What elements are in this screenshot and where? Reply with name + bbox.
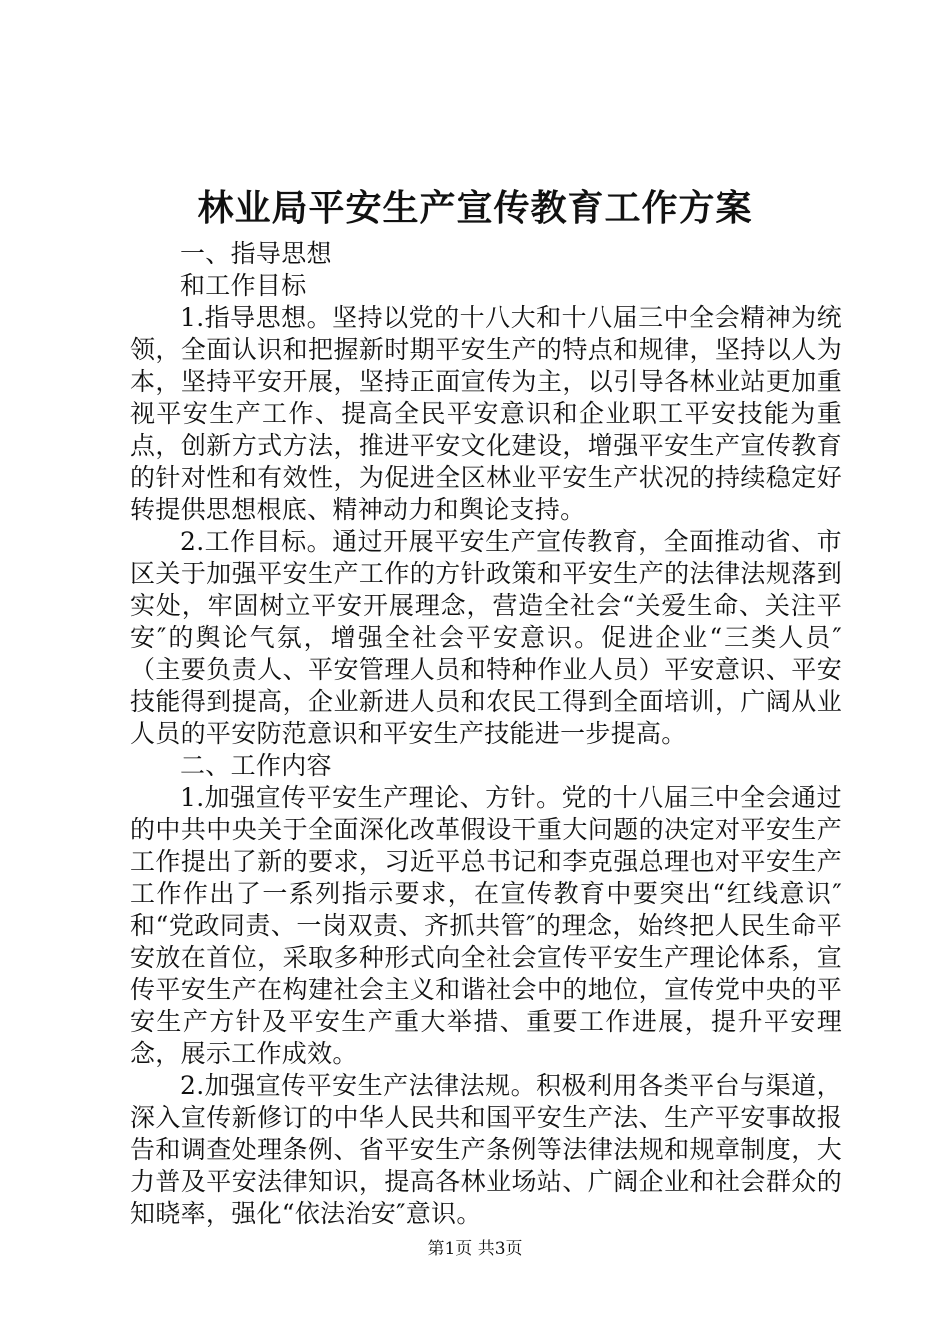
section-heading-continuation: 和工作目标: [180, 271, 307, 300]
section-heading-guiding-thought: 一、指导思想: [180, 239, 332, 268]
page-number-footer: 第1页 共3页: [427, 1239, 523, 1259]
paragraph-work-goal: 2.工作目标。通过开展平安生产宣传教育，全面推动省、市区关于加强平安生产工作的方针政策和平安生产的法律法规落到实处，牢固树立平安开展理念，营造全社会“关爱生命、关注平安″的舆论气氛，增强全社会平安意识。促进企业“三类人员″（主要负责人、平安管理人员和特种作业人员）平安意识、平安技能得到提高，企业新进人员和农民工得到全面培训，广阔从业人员的平安防范意识和平安生产技能进一步提高。: [130, 527, 842, 748]
paragraph-guiding-thought: 1.指导思想。坚持以党的十八大和十八届三中全会精神为统领，全面认识和把握新时期平安生产的特点和规律，坚持以人为本，坚持平安开展，坚持正面宣传为主，以引导各林业站更加重视平安生产工作、提高全民平安意识和企业职工平安技能为重点，创新方式方法，推进平安文化建设，增强平安生产宣传教育的针对性和有效性，为促进全区林业平安生产状况的持续稳定好转提供思想根底、精神动力和舆论支持。: [130, 303, 842, 524]
paragraph-laws-regulations: 2.加强宣传平安生产法律法规。积极利用各类平台与渠道，深入宣传新修订的中华人民共和国平安生产法、生产平安事故报告和调查处理条例、省平安生产条例等法律法规和规章制度，大力普及平安法律知识，提高各林业场站、广阔企业和社会群众的知晓率，强化“依法治安″意识。: [130, 1071, 842, 1228]
section-heading-work-content: 二、工作内容: [180, 751, 332, 780]
document-body: [130, 238, 842, 1230]
document-title: 林业局平安生产宣传教育工作方案: [197, 187, 753, 229]
paragraph-theory-policy: 1.加强宣传平安生产理论、方针。党的十八届三中全会通过的中共中央关于全面深化改革假设干重大问题的决定对平安生产工作提出了新的要求，习近平总书记和李克强总理也对平安生产工作作出了一系列指示要求，在宣传教育中要突出“红线意识″和“党政同责、一岗双责、齐抓共管″的理念，始终把人民生命平安放在首位，采取多种形式向全社会宣传平安生产理论体系，宣传平安生产在构建社会主义和谐社会中的地位，宣传党中央的平安生产方针及平安生产重大举措、重要工作进展，提升平安理念，展示工作成效。: [130, 783, 842, 1068]
